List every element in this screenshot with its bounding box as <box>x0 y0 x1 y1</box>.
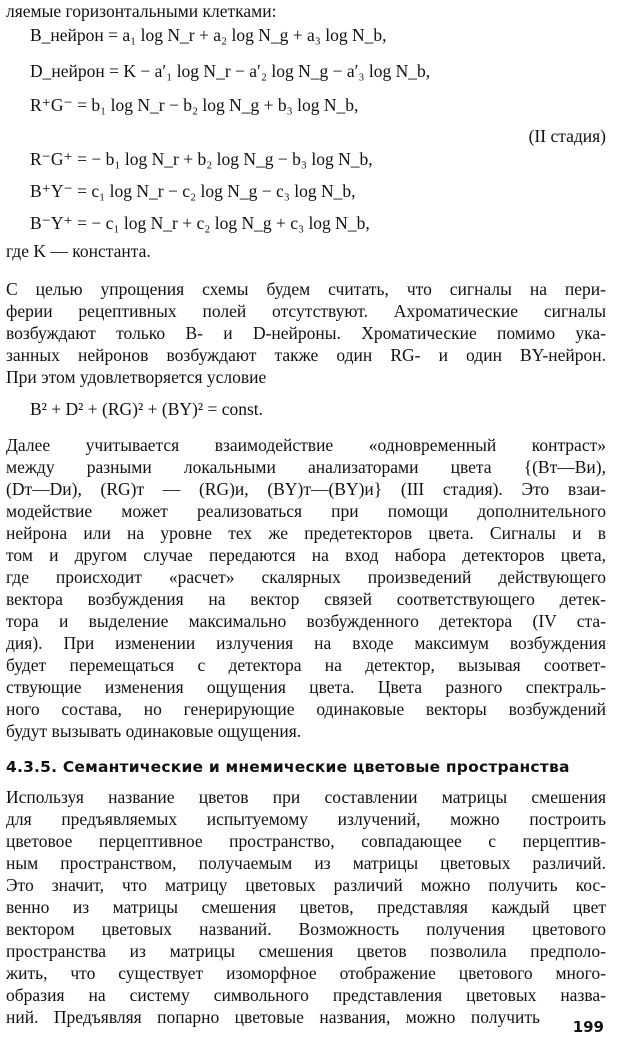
section-heading: 4.3.5. Семантические и мнемические цветовые пространства <box>6 758 570 776</box>
paragraph-3-line: ным пространством, получаемым из матрицы цветовых различий. <box>6 853 606 873</box>
equation-2: D_нейрон = K − a′₁ log N_r − a′₂ log N_g − a′₃ log N_b, <box>30 61 431 81</box>
paragraph-1-line: С целью упрощения схемы будем считать, что сигналы на пери- <box>6 279 606 299</box>
paragraph-2-line: где происходит «расчет» скалярных произведений действующего <box>6 567 606 587</box>
paragraph-2-line: ного состава, но генерирующие одинаковые векторы возбуждений <box>6 699 606 719</box>
condition-equation: B² + D² + (RG)² + (BY)² = const. <box>30 399 264 419</box>
constant-note: где K — константа. <box>6 241 151 261</box>
paragraph-3-line: ний. Предъявляя попарно цветовые названия, можно получить <box>6 1007 540 1027</box>
paragraph-3-line: Используя название цветов при составлении матрицы смешения <box>6 787 606 807</box>
paragraph-3-line: вектором цветовых названий. Возможность получения цветового <box>6 919 606 939</box>
paragraph-3-line: для предъявляемых испытуемому излучений, можно построить <box>6 809 606 829</box>
stage-label: (II стадия) <box>528 126 606 146</box>
equation-4: R⁻G⁺ = − b₁ log N_r + b₂ log N_g − b₃ log N_b, <box>30 149 373 169</box>
paragraph-1-line: возбуждают только B- и D-нейроны. Хроматические помимо ука- <box>6 323 606 343</box>
intro-line: ляемые горизонтальными клетками: <box>6 1 277 21</box>
paragraph-2-line: ствующие изменения ощущения цвета. Цвета разного спектраль- <box>6 677 606 697</box>
paragraph-3-line: цветовое перцептивное пространство, совпадающее с перцептив- <box>6 831 606 851</box>
paragraph-1-line: ферии рецептивных полей отсутствуют. Ахроматические сигналы <box>6 301 606 321</box>
paragraph-2-line: (Dт—Dи), (RG)т — (RG)и, (BY)т—(BY)и} (III стадия). Это взаи- <box>6 479 606 499</box>
paragraph-3-line: образия на систему символьного представления цветовых назва- <box>6 985 606 1005</box>
equation-5: B⁺Y⁻ = c₁ log N_r − c₂ log N_g − c₃ log N_b, <box>30 181 356 201</box>
paragraph-3-line: венно из матрицы смешения цветов, представляя каждый цвет <box>6 897 606 917</box>
paragraph-2-line: дия). При изменении излучения на входе максимум возбуждения <box>6 633 606 653</box>
equation-6: B⁻Y⁺ = − c₁ log N_r + c₂ log N_g + c₃ log N_b, <box>30 213 370 233</box>
paragraph-2-line: между разными локальными анализаторами цвета {(Bт—Bи), <box>6 457 606 477</box>
paragraph-3-line: жить, что существует изоморфное отображение цветового много- <box>6 963 606 983</box>
paragraph-1-line: При этом удовлетворяется условие <box>6 367 267 387</box>
paragraph-2-line: нейрона или на уровне тех же предетекторов цвета. Сигналы и в <box>6 523 606 543</box>
paragraph-2-line: вектора возбуждения на вектор связей соответствующего детек- <box>6 589 606 609</box>
paragraph-2-line: том и другом случае передаются на вход набора детекторов цвета, <box>6 545 606 565</box>
paragraph-2-line: будет перемещаться с детектора на детектор, вызывая соответ- <box>6 655 606 675</box>
paragraph-2-line: модействие может реализоваться при помощи дополнительного <box>6 501 606 521</box>
paragraph-2-line: будут вызывать одинаковые ощущения. <box>6 721 302 741</box>
paragraph-1-line: занных нейронов возбуждают также один RG- и один BY-нейрон. <box>6 345 606 365</box>
equation-3: R⁺G⁻ = b₁ log N_r − b₂ log N_g + b₃ log N_b, <box>30 95 359 115</box>
equation-1: B_нейрон = a₁ log N_r + a₂ log N_g + a₃ log N_b, <box>30 25 387 45</box>
paragraph-2-line: Далее учитывается взаимодействие «одновременный контраст» <box>6 435 606 455</box>
page-number: 199 <box>572 1018 604 1036</box>
paragraph-3-line: Это значит, что матрицу цветовых различий можно получить кос- <box>6 875 606 895</box>
paragraph-3-line: пространства из матрицы смешения цветов позволила предполо- <box>6 941 606 961</box>
paragraph-2-line: тора и выделение максимально возбужденного детектора (IV ста- <box>6 611 606 631</box>
